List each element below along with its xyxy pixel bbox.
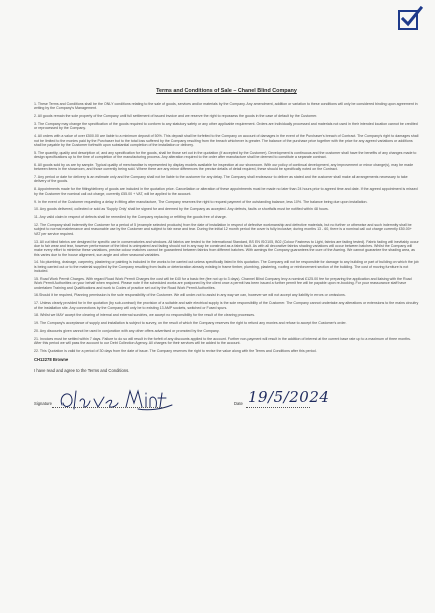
date-value: 19/5/2024	[248, 388, 330, 407]
clause-1: 1. These Terms and Conditions shall be the ONLY conditions relating to the sale of goods, services and/or materials by the Company. Any amendment, addition or variation to these conditions will only be considered binding upon agreement in writing by the Company's Management.	[34, 102, 418, 111]
signature-label: Signature	[34, 401, 52, 407]
clause-18: 18. Whilst we MAY accept the clearing of internal and external sundries, we accept no responsibility for the result of the clearing processes.	[34, 313, 255, 318]
clause-5: 5. The quantity, quality and description of, and any specification for the goods, shall be those set out in the quotation (if accepted by the Customer). Development is continuous and the customer shall have the benefits of any changes made to design specifications up to the time of completion of the manufacturing process. Any alteration required to the order after manufacture shall be deemed to constitute a separate contract.	[34, 150, 417, 160]
clause-list	[34, 102, 419, 354]
date-label: Date	[234, 401, 243, 407]
clause-12: 12. The Company shall indemnify the Customer for a period of 5 (example selected products) from the date of installation in respect of defective workmanship and defective materials, but no further or otherwise and such indemnity shall be subject to normal maintenance and reasonable use by the Customer and subject to fair wear and tear. During the initial 12 month period the cover is fully inclusive; during months 13 - 60, there is a nominal call out charge currently £50.00+ VAT per service required.	[34, 223, 412, 236]
clause-10: 10. Any goods delivered, collected or sold as 'Supply Only' shall be signed for and deemed by the Company as accepted. Any defects, faults or shortfalls must be notified within 48 hours.	[34, 207, 329, 212]
clause-20: 20. Any discounts given cannot be used in conjunction with any other offers advertised or promoted by the Company.	[34, 329, 220, 334]
clause-21: 21. Invoices must be settled within 7 days. Failure to do so will result in the forfeit of any discounts applied to the account. Further non-payment will result in the addition of interest at the current base rate up to a maximum of three months. After this period we will pass the account to our Debt Collection Agency. All charges for their services will be added to the account.	[34, 337, 411, 346]
signature-line	[52, 407, 164, 408]
clause-3: 3. The Company may change the specification of the goods required to conform to any statutory safety or any other applicable requirement. Orders are individually processed and materials not used in their intended location cannot be credited or reprocessed by the Company.	[34, 122, 418, 131]
clause-9: 9. In the event of the Customer requesting a delay in fitting after manufacture, The Company reserves the right to request payment of the outstanding balance, less 10%. The balance being due upon installation.	[34, 199, 368, 204]
clause-6: 6. All goods sold by us are by sample. Typical quality of merchandise is represented by display models available for inspection at our showroom. With our policy of continual development, any improvement or minor change(s), may be made between items in the showroom, and those currently being sold. Where there are any minor differences the precise details of detail required, these should be specifically noted on the Contract.	[34, 162, 414, 172]
agreement-statement: I have read and agree to the Terms and Conditions.	[34, 368, 130, 374]
clause-15: 15. Road Work Permit Charges. With regard Road Work Permit Charges the cost will be £40 for a basic fee (fee not up to 3 days). Channel Blind Company levy a nominal £125.00 fee for preparing the application and liaising with the Road Work Permit Authorities on your behalf when required. Please note if the scheduled works are postponed by the client once a permit has been issued a further permit fee will be payable upon re-booking. For your reassurance staff have undertaken Training and Qualifications and work to Codes of practice set out by the Road Work Permit Authorities.	[34, 276, 412, 290]
clause-13: 13. All cut blind fabrics are designed for specific use in conservatories and windows. All fabrics are tested to the International Standard, BS EN ISO105, B02 (Colour Fastness to Light, fabrics are fading tested). Fabric fading will inevitably occur due to fair wear and tear, however performance of the blind is unimpaired and fading should not in any way be construed as a fabric fault. As with all decorative fabrics shading variations will occur between batches. Whilst the Company will make every effort to minimise these variations, precise colour matches cannot be guaranteed between fabrics from different batches. With awnings the Company guarantees the cure of the Awning. We cannot guarantee the shading area, as this varies due to the house alignment, sun angle and other seasonal variables.	[34, 239, 419, 257]
clause-8: 8. Appointments made for the fitting/delivery of goods are included in the quotation price. Cancellation or alteration of these appointments must be made no later than 24 hours prior to agreed time and date. If the agreed appointment is missed by the Customer the nominal call out charge, currently £55.00 + VAT, will be applied to the account.	[34, 187, 418, 196]
clause-17: 17. Unless clearly provided for in the quotation (by sub-contract) the provision of a suitable and safe electrical supply is the sole responsibility of the Customer. The Company cannot undertake any alterations or extensions to the mains circuitry of the installation site. Any connections by the Company will only be to existing 13 AMP sockets, switched or Fused spurs.	[34, 301, 419, 310]
clause-22: 22. This Quotation is valid for a period of 30 days from the date of issue. The Company reserves the right to revise the value along with the Terms and Conditions after this period.	[34, 349, 317, 354]
clause-11: 11. Any valid claim in respect of defects shall be remedied by the Company replacing or refitting the goods free of charge.	[34, 215, 227, 220]
clause-4: 4. All orders with a value of over £500.00 are liable to a minimum deposit of 50%. This deposit shall be forfeited to the Company on account of damages in the event of the Purchaser's breach of Contract. The Company's right to damages shall not be limited to the monies paid by the Purchaser but to the total loss suffered by the Company resulting from the breach whichever is greater. The balance of the purchase price together with the price for any agreed variations or additions shall be payable by the Customer forthwith upon substantial completion of the installation or delivery.	[34, 134, 419, 147]
clause-19: 19. The Company's acceptance of supply and installation is subject to survey, on the result of which the Company reserves the right to refund any monies and refuse to accept the Customer's order.	[34, 321, 347, 326]
clause-16: 16.Should it be required, Planning permission is the sole responsibility of the Customer. We will under-not to assist in any way we can, however we will not accept any liability in errors or omissions.	[34, 293, 346, 298]
checkmark-box-icon	[397, 6, 423, 32]
document-title: Terms and Conditions of Sale – Chanel Blind Company	[156, 88, 297, 94]
clause-2: 2. All goods remain the sole property of the Company until full settlement of issued invoice and we reserve the right to repossess the goods in the case of default by the Customer.	[34, 114, 318, 119]
clause-7: 7. Any period or date for delivery is an estimate only and the Company shall not be liable to the customer for any delay. The Company shall endeavour to deliver as stated and the customer shall make all arrangements necessary to take delivery of the goods.	[34, 175, 408, 184]
date-line	[246, 407, 310, 408]
clause-14: 14. No plumbing, drainage, carpentry, plastering or painting is included in the works to be carried out unless specifically listed in this quotation. The Company will not be responsible for damage to any building or part of building on which the job is being carried out or to the material supplied by the Company resulting from faults or deterioration already existing in frame timber, plumbing, plastering, roofing or reinforcement section of the building. The cost of moving furniture is not included.	[34, 260, 419, 274]
handwritten-signature	[54, 385, 174, 415]
customer-reference: CH12278 Browne	[34, 357, 69, 363]
signature-row	[34, 383, 419, 417]
